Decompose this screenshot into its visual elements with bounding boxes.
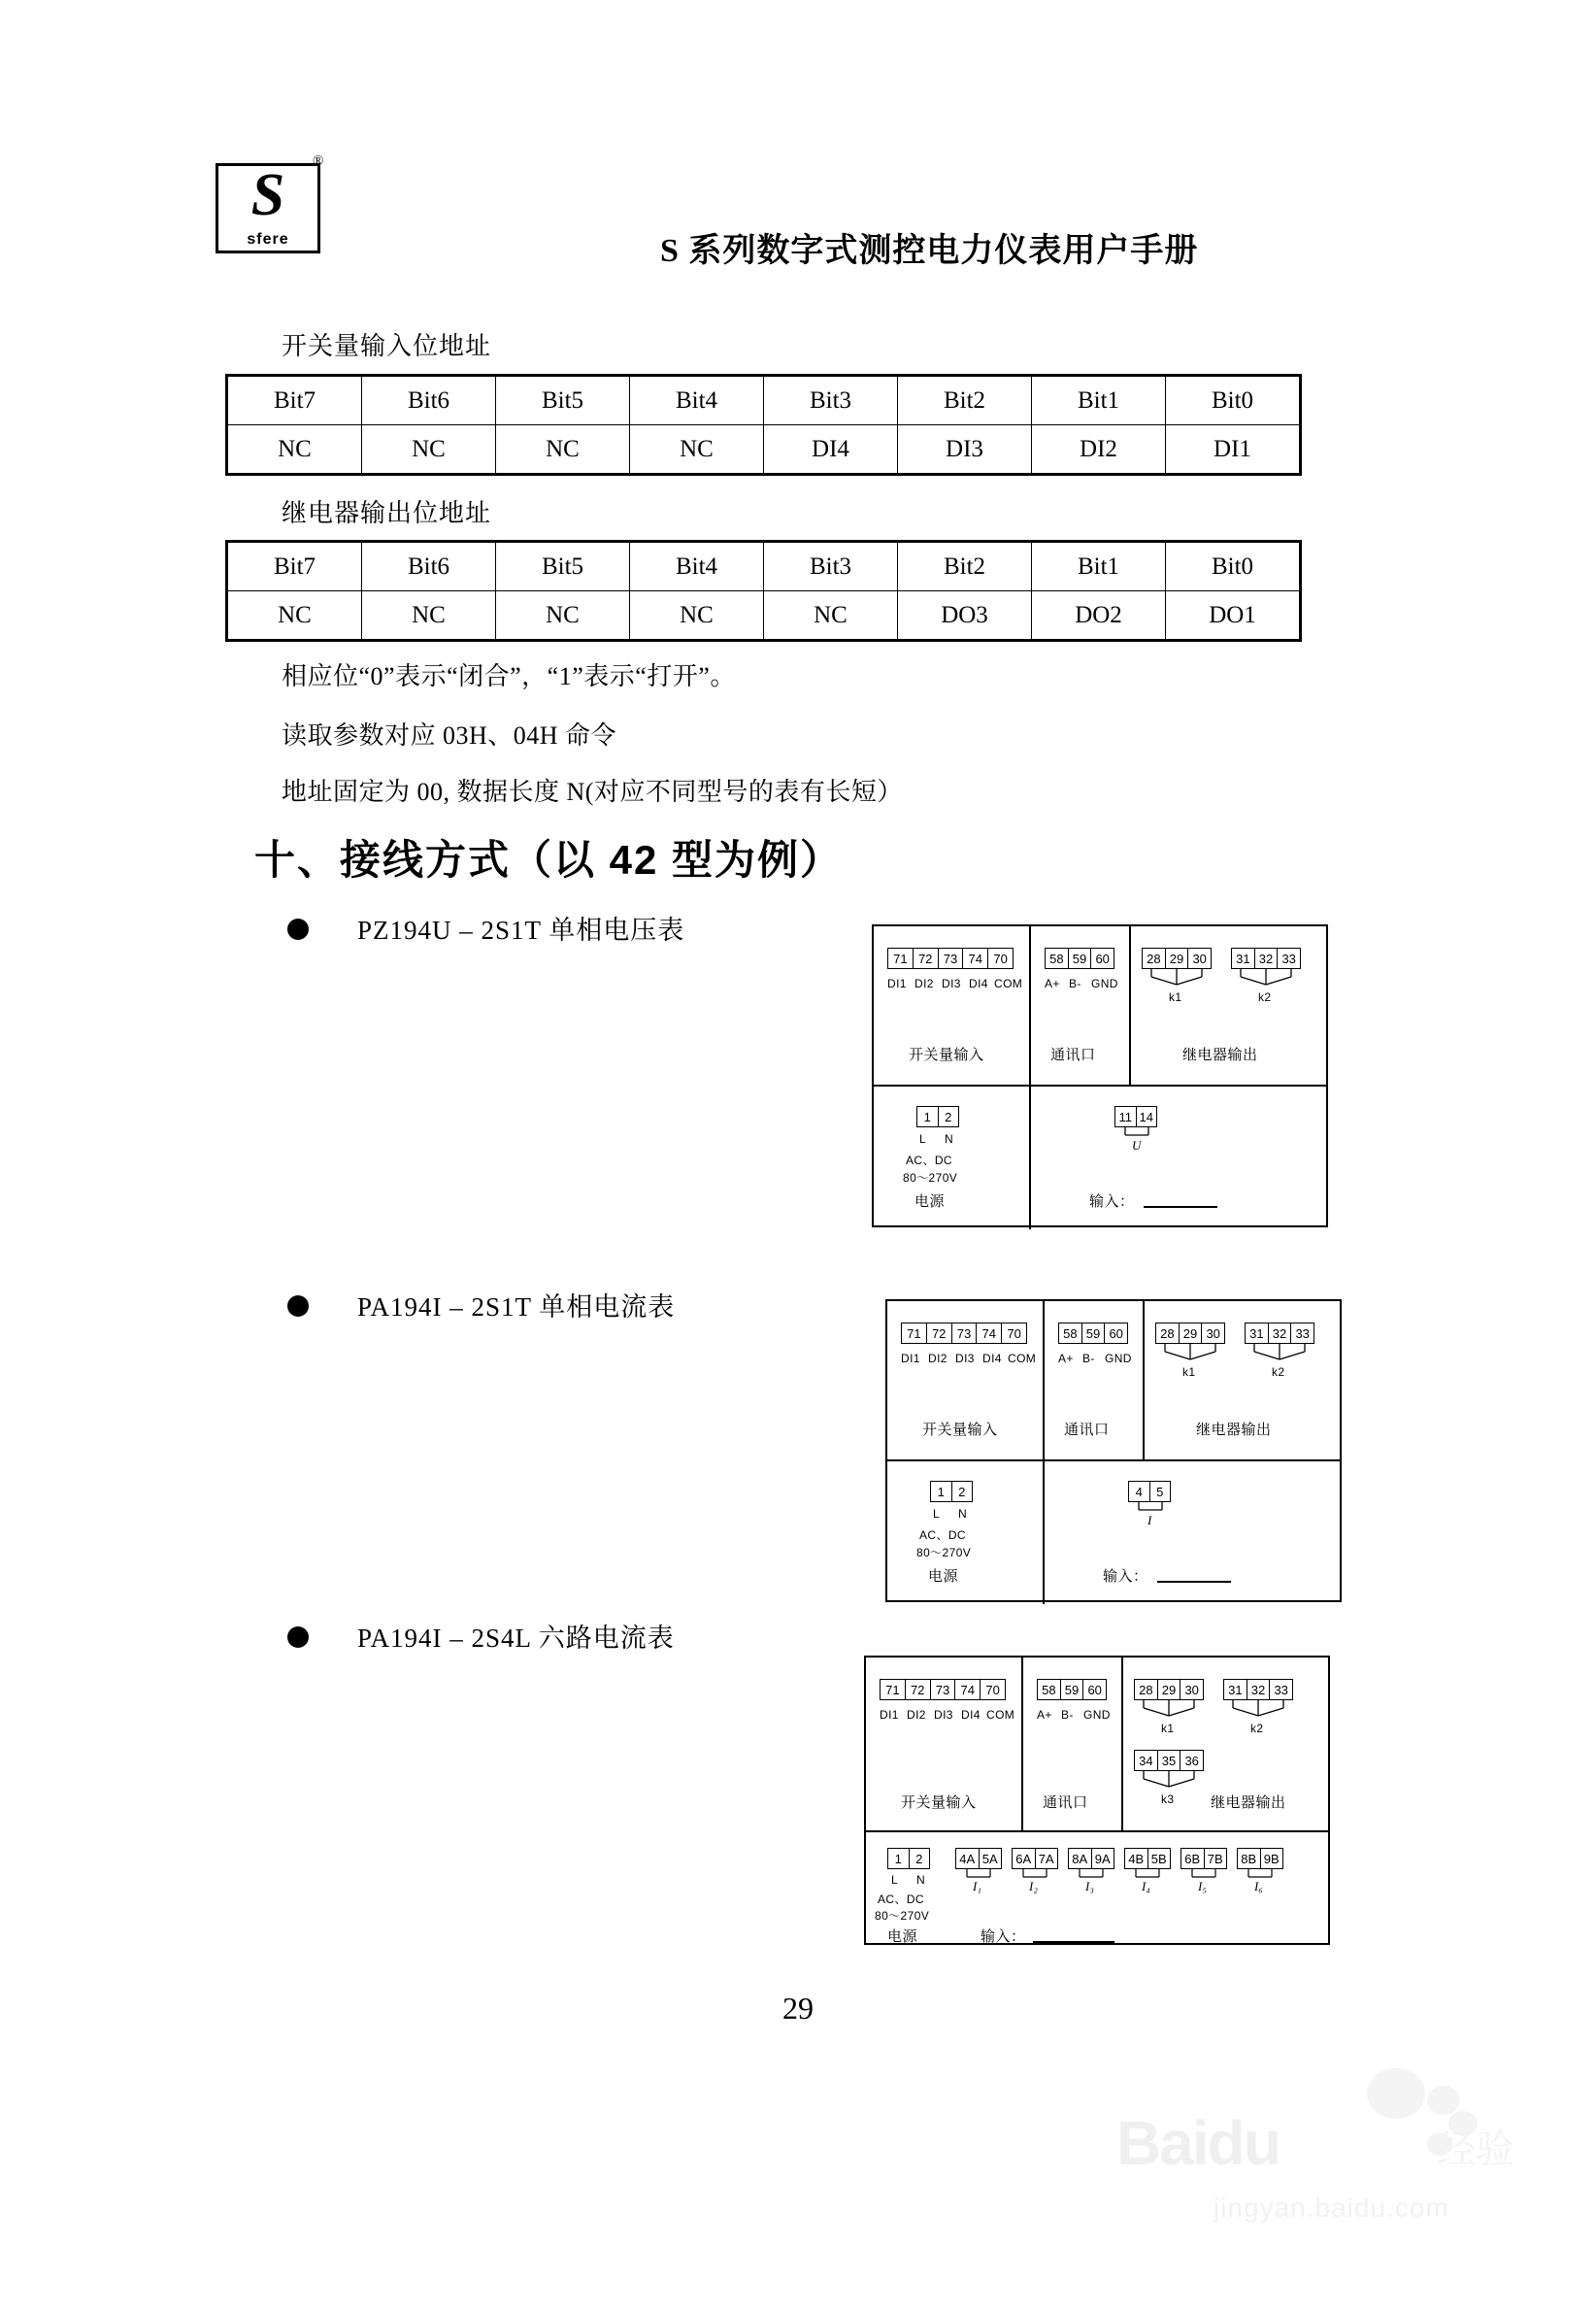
table-cell: NC [496, 591, 630, 641]
current-terminal-strip-1 [955, 1848, 1002, 1869]
table-cell: Bit6 [362, 542, 496, 591]
terminal: 9B [1263, 1851, 1280, 1866]
table-row [227, 376, 1301, 425]
terminal: 33 [1281, 951, 1296, 966]
diagram-label-1: PZ194U – 2S1T 单相电压表 [357, 916, 685, 945]
terminal: 11 [1115, 1107, 1137, 1126]
di-name: DI3 [955, 1352, 975, 1365]
terminal: 60 [1087, 1682, 1102, 1697]
di-name: COM [1008, 1352, 1037, 1365]
logo-letter: S [250, 162, 285, 228]
table-cell: DO3 [898, 591, 1032, 641]
terminal: 74 [977, 1323, 1002, 1343]
table-cell: Bit5 [496, 376, 630, 425]
table-cell: Bit6 [362, 376, 496, 425]
table-cell: Bit7 [227, 542, 362, 591]
terminal: 8B [1238, 1849, 1261, 1868]
watermark-url: jingyan.baidu.com [1214, 2193, 1449, 2223]
watermark-text: Baidu [1116, 2108, 1280, 2178]
terminal: 30 [1206, 1325, 1220, 1341]
divider [887, 1459, 1340, 1461]
terminal: 8A [1069, 1849, 1092, 1868]
terminal: 1 [917, 1107, 939, 1126]
current-terminal-strip-6 [1237, 1848, 1283, 1869]
table-row [227, 542, 1301, 591]
table-cell: DI1 [1166, 425, 1301, 475]
terminal: 33 [1274, 1682, 1288, 1697]
comm-name: A+ [1037, 1708, 1052, 1722]
power-terminal-strip [930, 1481, 973, 1502]
current-terminal-strip-4 [1124, 1848, 1171, 1869]
power-spec-1: AC、DC [878, 1892, 925, 1906]
comm-terminal-strip [1058, 1323, 1128, 1344]
paw-icon [1367, 2068, 1425, 2119]
current-terminal-strip-3 [1068, 1848, 1114, 1869]
current-name-1: I₁ [973, 1879, 981, 1893]
wiring-diagram-1 [872, 924, 1328, 1227]
terminal: 28 [1156, 1323, 1180, 1343]
input-caption: 输入： [1103, 1568, 1148, 1585]
terminal: 7B [1207, 1851, 1223, 1866]
di-caption: 开关量输入 [901, 1794, 977, 1811]
terminal: 29 [1180, 1323, 1203, 1343]
diagram-label-3: PA194I – 2S4L 六路电流表 [357, 1624, 675, 1653]
note-read-command: 读取参数对应 03H、04H 命令 [282, 721, 617, 750]
current-name-5: I₅ [1198, 1879, 1207, 1893]
do-table-caption: 继电器输出位地址 [282, 499, 492, 527]
terminal: 30 [1192, 951, 1207, 966]
terminal: 2 [915, 1851, 923, 1866]
paw-icon [1427, 2086, 1460, 2115]
table-cell: NC [227, 591, 362, 641]
terminal: 28 [1135, 1680, 1158, 1699]
terminal: 32 [1255, 949, 1279, 968]
relay-contact-symbol [1223, 1700, 1295, 1722]
divider [1129, 926, 1131, 1085]
terminal: 72 [927, 1323, 952, 1343]
table-cell: Bit1 [1032, 542, 1166, 591]
table-cell: Bit3 [764, 542, 898, 591]
relay-name-k1: k1 [1182, 1365, 1196, 1379]
relay-terminal-strip-k1 [1142, 948, 1212, 969]
table-cell: Bit2 [898, 542, 1032, 591]
table-cell: Bit0 [1166, 376, 1301, 425]
terminal: 1 [931, 1482, 952, 1501]
current-terminal-strip-5 [1180, 1848, 1227, 1869]
table-cell: NC [227, 425, 362, 475]
input-terminal-strip [1128, 1481, 1171, 1502]
table-cell: NC [630, 591, 764, 641]
relay-contact-symbol [1134, 1771, 1206, 1792]
di-name: DI4 [961, 1708, 981, 1722]
di-name: DI2 [907, 1708, 926, 1722]
terminal: 1 [888, 1849, 910, 1868]
power-spec-2: 80～270V [916, 1546, 972, 1559]
di-name: DI2 [928, 1352, 948, 1365]
divider [1029, 926, 1031, 1085]
input-symbol: I [1147, 1513, 1152, 1527]
power-spec-2: 80～270V [875, 1909, 930, 1923]
terminal: 5B [1150, 1851, 1167, 1866]
comm-name: B- [1061, 1708, 1074, 1722]
relay-name-k1: k1 [1169, 990, 1182, 1004]
terminal: 32 [1269, 1323, 1292, 1343]
relay-caption: 继电器输出 [1196, 1422, 1272, 1438]
relay-contact-symbol [1134, 1700, 1206, 1722]
input-blank-line [1144, 1206, 1217, 1208]
comm-name: B- [1082, 1352, 1095, 1365]
terminal: 9A [1094, 1851, 1111, 1866]
di-terminal-strip [887, 948, 1014, 969]
terminal: 6B [1181, 1849, 1205, 1868]
table-cell: Bit4 [630, 376, 764, 425]
terminal: 7A [1038, 1851, 1054, 1866]
di-caption: 开关量输入 [909, 1047, 984, 1063]
comm-name: A+ [1045, 977, 1060, 990]
current-name-3: I₃ [1085, 1879, 1094, 1893]
relay-terminal-strip-k3 [1134, 1750, 1204, 1771]
terminal: 74 [963, 949, 988, 968]
relay-contact-symbol [1142, 969, 1214, 990]
terminal: 36 [1184, 1753, 1199, 1768]
power-caption: 电源 [914, 1193, 946, 1210]
input-caption: 输入： [981, 1928, 1026, 1945]
terminal: 58 [1038, 1680, 1061, 1699]
terminal: 30 [1184, 1682, 1199, 1697]
table-cell: Bit7 [227, 376, 362, 425]
relay-terminal-strip-k1 [1155, 1323, 1225, 1344]
di-name: DI2 [914, 977, 934, 990]
di-bit-table [225, 374, 1302, 476]
terminal: 29 [1158, 1680, 1181, 1699]
terminal: 5A [981, 1851, 998, 1866]
diagram-label-2: PA194I – 2S1T 单相电流表 [357, 1292, 676, 1322]
table-cell: Bit5 [496, 542, 630, 591]
comm-name: GND [1083, 1708, 1111, 1722]
note-bit-meaning: 相应位“0”表示“闭合”，“1”表示“打开”。 [282, 662, 736, 690]
table-cell: Bit3 [764, 376, 898, 425]
table-cell: Bit0 [1166, 542, 1301, 591]
terminal: 14 [1139, 1109, 1153, 1124]
terminal: 74 [955, 1680, 981, 1699]
di-name: DI1 [880, 1708, 899, 1722]
table-cell: Bit4 [630, 542, 764, 591]
terminal: 72 [914, 949, 939, 968]
divider [1143, 1301, 1145, 1459]
di-caption: 开关量输入 [922, 1422, 998, 1438]
sfere-logo [216, 163, 320, 253]
table-row [227, 425, 1301, 475]
terminal: 32 [1247, 1680, 1271, 1699]
power-caption: 电源 [887, 1928, 918, 1945]
table-cell: DI2 [1032, 425, 1166, 475]
comm-caption: 通讯口 [1043, 1794, 1088, 1811]
terminal: 4 [1129, 1482, 1150, 1501]
terminal: 71 [902, 1323, 927, 1343]
di-name: DI3 [934, 1708, 953, 1722]
input-terminal-strip [1114, 1106, 1157, 1127]
table-cell: DO1 [1166, 591, 1301, 641]
di-name: DI4 [969, 977, 988, 990]
terminal: 70 [1007, 1325, 1021, 1341]
comm-name: B- [1069, 977, 1081, 990]
current-terminal-strip-2 [1012, 1848, 1058, 1869]
terminal: 70 [985, 1682, 1000, 1697]
power-name-l: L [933, 1507, 941, 1521]
terminal: 73 [952, 1323, 978, 1343]
table-cell: NC [362, 591, 496, 641]
wiring-diagram-2 [885, 1299, 1342, 1602]
table-cell: DI4 [764, 425, 898, 475]
di-name: DI1 [887, 977, 907, 990]
table-cell: DI3 [898, 425, 1032, 475]
divider [874, 1085, 1326, 1087]
table-cell: NC [362, 425, 496, 475]
terminal: 73 [939, 949, 964, 968]
relay-caption: 继电器输出 [1182, 1047, 1258, 1063]
di-name: DI1 [901, 1352, 920, 1365]
divider [1121, 1658, 1123, 1830]
terminal: 60 [1095, 951, 1110, 966]
current-name-2: I₂ [1029, 1879, 1038, 1893]
relay-terminal-strip-k2 [1245, 1323, 1314, 1344]
terminal: 4A [956, 1849, 980, 1868]
relay-name-k1: k1 [1161, 1722, 1175, 1735]
power-name-n: N [916, 1873, 926, 1887]
input-symbol: U [1132, 1138, 1142, 1153]
logo-brand: sfere [247, 231, 289, 248]
relay-terminal-strip-k2 [1231, 948, 1301, 969]
terminal: 71 [888, 949, 914, 968]
di-name: DI3 [942, 977, 961, 990]
comm-terminal-strip [1037, 1679, 1107, 1700]
di-terminal-strip [901, 1323, 1027, 1344]
terminal: 58 [1059, 1323, 1082, 1343]
terminal: 59 [1069, 949, 1092, 968]
comm-name: GND [1105, 1352, 1132, 1365]
do-bit-table [225, 540, 1302, 642]
table-row [227, 591, 1301, 641]
terminal: 5 [1156, 1484, 1164, 1499]
divider [1043, 1301, 1045, 1459]
wiring-diagram-3 [864, 1656, 1330, 1945]
terminal: 4B [1125, 1849, 1148, 1868]
di-name: DI4 [982, 1352, 1002, 1365]
watermark [1107, 2068, 1553, 2262]
section-heading-wiring: 十、接线方式（以 42 型为例） [254, 837, 844, 883]
power-terminal-strip [887, 1848, 930, 1869]
relay-caption: 继电器输出 [1211, 1794, 1286, 1811]
page-number: 29 [782, 1991, 814, 2026]
terminal: 59 [1061, 1680, 1084, 1699]
current-name-4: I₄ [1142, 1879, 1150, 1893]
terminal: 71 [881, 1680, 906, 1699]
power-spec-1: AC、DC [919, 1528, 967, 1542]
input-caption: 输入： [1089, 1193, 1135, 1210]
power-name-n: N [958, 1507, 968, 1521]
terminal: 70 [993, 951, 1008, 966]
relay-contact-symbol [1155, 1344, 1227, 1365]
terminal: 58 [1046, 949, 1069, 968]
relay-contact-symbol [1231, 969, 1303, 990]
divider [1043, 1459, 1045, 1604]
power-name-l: L [919, 1132, 927, 1146]
di-terminal-strip [880, 1679, 1006, 1700]
comm-terminal-strip [1045, 948, 1114, 969]
power-name-n: N [945, 1132, 954, 1146]
table-cell: NC [496, 425, 630, 475]
terminal: 31 [1224, 1680, 1247, 1699]
di-name: COM [986, 1708, 1015, 1722]
terminal: 2 [945, 1109, 952, 1124]
terminal: 34 [1135, 1751, 1158, 1770]
power-name-l: L [891, 1873, 899, 1887]
current-name-6: I₆ [1254, 1879, 1263, 1893]
input-blank-line [1157, 1581, 1231, 1583]
power-spec-1: AC、DC [906, 1154, 953, 1167]
terminal: 31 [1232, 949, 1255, 968]
di-table-caption: 开关量输入位地址 [282, 332, 492, 360]
paw-icon [1448, 2111, 1478, 2136]
bullet-icon [287, 1626, 309, 1648]
terminal: 60 [1109, 1325, 1123, 1341]
power-caption: 电源 [928, 1568, 959, 1585]
relay-terminal-strip-k2 [1223, 1679, 1293, 1700]
note-address: 地址固定为 00, 数据长度 N(对应不同型号的表有长短） [282, 778, 903, 806]
bullet-icon [287, 919, 309, 940]
document-title: S 系列数字式测控电力仪表用户手册 [660, 233, 1199, 269]
terminal: 29 [1166, 949, 1189, 968]
divider [1021, 1658, 1023, 1830]
input-blank-line [1033, 1941, 1114, 1943]
table-cell: NC [764, 591, 898, 641]
table-cell: Bit1 [1032, 376, 1166, 425]
watermark-cn: 经验 [1437, 2128, 1514, 2171]
divider [1029, 1085, 1031, 1229]
power-spec-2: 80～270V [903, 1171, 958, 1185]
divider [866, 1830, 1328, 1832]
registered-mark: ® [313, 153, 324, 169]
relay-terminal-strip-k1 [1134, 1679, 1204, 1700]
terminal: 73 [931, 1680, 956, 1699]
comm-name: A+ [1058, 1352, 1074, 1365]
terminal: 2 [958, 1484, 966, 1499]
terminal: 33 [1295, 1325, 1310, 1341]
comm-caption: 通讯口 [1050, 1047, 1096, 1063]
paw-icon [1427, 2132, 1452, 2156]
terminal: 31 [1246, 1323, 1269, 1343]
di-name: COM [994, 977, 1023, 990]
power-terminal-strip [916, 1106, 959, 1127]
terminal: 72 [906, 1680, 931, 1699]
comm-name: GND [1091, 977, 1118, 990]
table-cell: NC [630, 425, 764, 475]
terminal: 6A [1013, 1849, 1036, 1868]
terminal: 35 [1158, 1751, 1181, 1770]
relay-name-k2: k2 [1258, 990, 1272, 1004]
relay-contact-symbol [1245, 1344, 1316, 1365]
relay-name-k3: k3 [1161, 1792, 1175, 1806]
comm-caption: 通讯口 [1064, 1422, 1110, 1438]
relay-name-k2: k2 [1272, 1365, 1285, 1379]
table-cell: Bit2 [898, 376, 1032, 425]
terminal: 28 [1143, 949, 1166, 968]
bullet-icon [287, 1295, 309, 1317]
table-cell: DO2 [1032, 591, 1166, 641]
relay-name-k2: k2 [1250, 1722, 1264, 1735]
terminal: 59 [1082, 1323, 1106, 1343]
